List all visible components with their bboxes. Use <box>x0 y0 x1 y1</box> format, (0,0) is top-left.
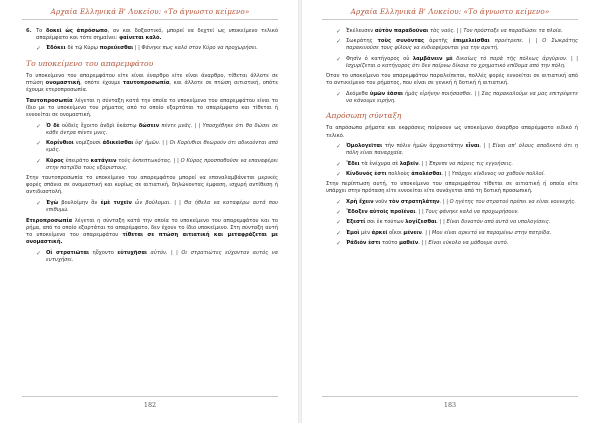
check-icon: ✓ <box>336 239 342 247</box>
paragraph-r2: Τα απρόσωπα ρήματα και εκφράσεις παίρνουν ως υποκείμενο άναρθρο απαρέμφατο ειδικό ή τελικό. <box>326 125 578 139</box>
check-icon: ✓ <box>336 209 342 217</box>
paragraph-2: Ταυτοπροσωπία λέγεται η σύνταξη κατά την οποία το υποκείμενο του απαρεμφάτου είναι το ίδιο με το υποκείμενο του ρήματος από το οποίο εξαρτάται το απαρέμφατο και τίθεται ή εννοείται σε ονομαστική. <box>26 97 278 119</box>
example-r3: ✓ Φησὶν ὁ κατήγορος οὐ λαμβάνειν μὲ δικαίως τὸ παρὰ τῆς πόλεως ἀργύριον. | | Ισχυρίζεται ο κατήγορος ότι δεν παίρνω δίκαια το χρηματικό επίδομα από την πόλη. <box>336 55 579 69</box>
item6-bold1: δοκεῖ ὡς ἀπρόσωπο <box>45 28 108 34</box>
check-icon: ✓ <box>36 200 42 208</box>
left-footer-rule <box>22 396 278 397</box>
right-content <box>326 28 578 250</box>
check-icon: ✓ <box>336 28 342 35</box>
check-icon: ✓ <box>336 229 342 237</box>
paragraph-r3: Στην περίπτωση αυτή, το υποκείμενο του απαρεμφάτου τίθεται σε αιτιατική ή οποία είτε υπάρχει στην πρόταση είτε εννοείται είτε συνάγεται από τη δοτική προσωπική. <box>326 181 578 195</box>
paragraph-r1: Όταν το υποκείμενο του απαρεμφάτου παραλείπεται, πολλές φορές εννοείται σε αιτιατική από το αντικείμενο του ρήματος, που είναι σε γενική ή δοτική ή αιτιατική. <box>326 73 578 87</box>
check-icon: ✓ <box>336 38 342 46</box>
item-number: 6. <box>26 28 32 34</box>
check-icon: ✓ <box>336 55 342 63</box>
check-icon: ✓ <box>336 198 342 206</box>
left-running-head: Αρχαία Ελληνικά Β' Λυκείου: «Το άγνωστο κείμενο» <box>50 7 250 16</box>
left-content <box>26 28 278 267</box>
right-header-rule <box>322 19 578 20</box>
example-r12: ✓ Ῥάδιόν ἐστι τοῦτο μαθεῖν. | | Είναι εύκολο να μάθουμε αυτό. <box>336 239 509 247</box>
example-3: ✓ Κορίνθιοι νομίζουσι ἀδικεῖσθαι ὑφ' ἡμῶν. | | Οι Κορίνθιοι θεωρούν ότι αδικούνται από εμάς. <box>36 140 278 154</box>
example-greek: Ἐδόκει <box>46 45 68 52</box>
right-page <box>300 0 600 423</box>
example-4: ✓ Κῦρος ἐπειρᾶτο κατάγειν τοὺς ἐκπεπτωκότας. | | Ο Κύρος προσπαθούσε να επαναφέρει στην πατρίδα τους εξόριστους. <box>36 157 278 171</box>
item6-mid: , αν και δοξαστικό, μπορεί να δεχτεί ως υποκείμενο τελικό απαρέμφατο και τότε σημαίνει: <box>36 28 279 42</box>
example-r5: ✓ Ὁμολογεῖται τὴν πόλιν ἡμῶν ἀρχαιοτάτην εἶναι. | | Είναι απ' όλους αποδεκτό ότι η πόλη είναι παναρχαία. <box>336 143 578 157</box>
check-icon: ✓ <box>336 90 342 98</box>
example-r8: ✓ Χρὴ ἔχειν νοῦν τὸν στρατηλάτην. | | Ο ηγέτης του στρατού πρέπει να είναι νουνεχής. <box>336 198 577 206</box>
check-icon: ✓ <box>336 170 342 178</box>
paragraph-3: Στην ταυτοπροσωπία το υποκείμενο του απαρεμφάτου μπορεί να επαναλαμβάνεται μερικές φορές σπάνια σε ονομαστική και κυρίως σε αιτιατική, δηλώνοντας έμφαση, ισχυρή αντίθεση ή αντιδιαστολή. <box>26 175 278 196</box>
example-r6: ✓ Ἔδει τὰ ἐνέχυρα σὲ λαβεῖν. | | Έπρεπε να πάρεις τις εγγυήσεις. <box>336 160 513 168</box>
check-icon: ✓ <box>36 45 42 53</box>
left-header-rule <box>22 19 278 20</box>
check-icon: ✓ <box>36 122 42 130</box>
example-r1: ✓ Ἐκέλευσεν αὐτὸν παραδοῦναι τὰς ναῦς. | | Τον πρόσταξε να παραδώσει τα πλοία. <box>336 28 563 35</box>
check-icon: ✓ <box>36 140 42 148</box>
example-r10: ✓ Ἐξεστί σοι ἐκ τούτων λογίζεσθαι. | | Είναι δυνατόν από αυτά να υπολογίσεις. <box>336 219 551 227</box>
section-heading: Απρόσωπη σύνταξη <box>326 111 402 121</box>
example-2: ✓ Ὁ δὲ οὐδεὶς ἔχοιτο ἀνδρὶ ἑκάστῳ δώσειν πέντε μνᾶς. | | Υποσχέθηκε ότι θα δώσει σε κάθε άντρα πέντε μνες. <box>36 122 279 137</box>
check-icon: ✓ <box>336 219 342 227</box>
example-rest: δὲ τῷ Κύρῳ <box>67 45 100 52</box>
paragraph-4: Ετεροπροσωπία λέγεται η σύνταξη κατά την οποία το υποκείμενο του απαρεμφάτου και το ρήμα, από το οποίο εξαρτάται το απαρέμφατο, δεν έχουν το ίδιο υποκείμενο. Στη σύνταξη αυτή το υποκείμενο του απαρεμφάτου τίθεται σε πτώση αιτιατική και μεταφράζεται με ονομαστική. <box>26 217 278 246</box>
numbered-item-6 <box>26 28 278 42</box>
item6-bold2: φαίνεται καλό. <box>119 35 162 42</box>
example-5: ✓ Ἐγὼ βουλοίμην ἂν ἐμὲ τυχεῖν ὧν βούλομαι. | | Θα ήθελα να καταφέρω αυτά που επιθυμώ. <box>36 200 278 214</box>
example-r11: ✓ Ἐμοὶ μὲν ἀρκεῖ οἴκοι μένειν. | | Μου είναι αρκετό να παραμένω στην πατρίδα. <box>336 229 552 237</box>
section-heading: Το υποκείμενο του απαρεμφάτου <box>26 58 154 68</box>
example-r9: ✓ Ἔδοξεν αὐτοῖς προϊέναι. | | Τους φάνηκε καλό να προχωρήσουν. <box>336 209 520 217</box>
right-running-head: Αρχαία Ελληνικά Β' Λυκείου: «Το άγνωστο κείμενο» <box>350 7 550 16</box>
example-6: ✓ Οἱ στρατιῶται ηὔχοντο εὐτυχῆσαι αὐτόν. | | Οι στρατιώτες εύχονταν αυτός να ευτυχήσει. <box>36 249 279 264</box>
example-translation: | | Φάνηκε πως καλό στον Κύρο να προχωρήσει. <box>133 45 258 52</box>
paragraph-1: Το υποκείμενο του απαρεμφάτου είτε είναι έναρθρο είτε είναι άναρθρο, τίθεται άλλοτε σε πτώση ονομαστική, οπότε έχουμε ταυτοπροσωπία, και άλλοτε σε πτώση αιτιατική, οπότε έχουμε ετεροπροσωπία. <box>26 72 278 94</box>
check-icon: ✓ <box>36 157 42 165</box>
example-r2: ✓ Σωκράτης τοὺς συνόντας ἀρετῆς ἐπιμελεῖσθαι προέτρεπε. | | Ο Σωκράτης παρακινούσε τους φίλους να ενδιαφέρονται για την αρετή. <box>336 38 578 52</box>
page-number: 183 <box>443 401 457 409</box>
check-icon: ✓ <box>36 249 42 257</box>
example-r4: ✓ Δεόμεθα ὑμῶν ἐᾶσαι ἡμᾶς εἰρήνην ποιήσασθαι. | | Σας παρακαλούμε να μας επιτρέψετε να κάνουμε ειρήνη. <box>336 90 578 105</box>
example-bold: πορεύεσθαι <box>99 45 134 52</box>
example-r7: ✓ Κίνδυνός ἐστι πολλοὺς ἀπολέσθαι. | | Υπάρχει κίνδυνος να χαθούν πολλοί. <box>336 170 546 178</box>
example-1 <box>36 45 278 52</box>
check-icon: ✓ <box>336 143 342 151</box>
check-icon: ✓ <box>336 160 342 168</box>
item6-pre: Το <box>36 28 46 34</box>
right-footer-rule <box>322 396 578 397</box>
page-number: 182 <box>143 401 157 409</box>
